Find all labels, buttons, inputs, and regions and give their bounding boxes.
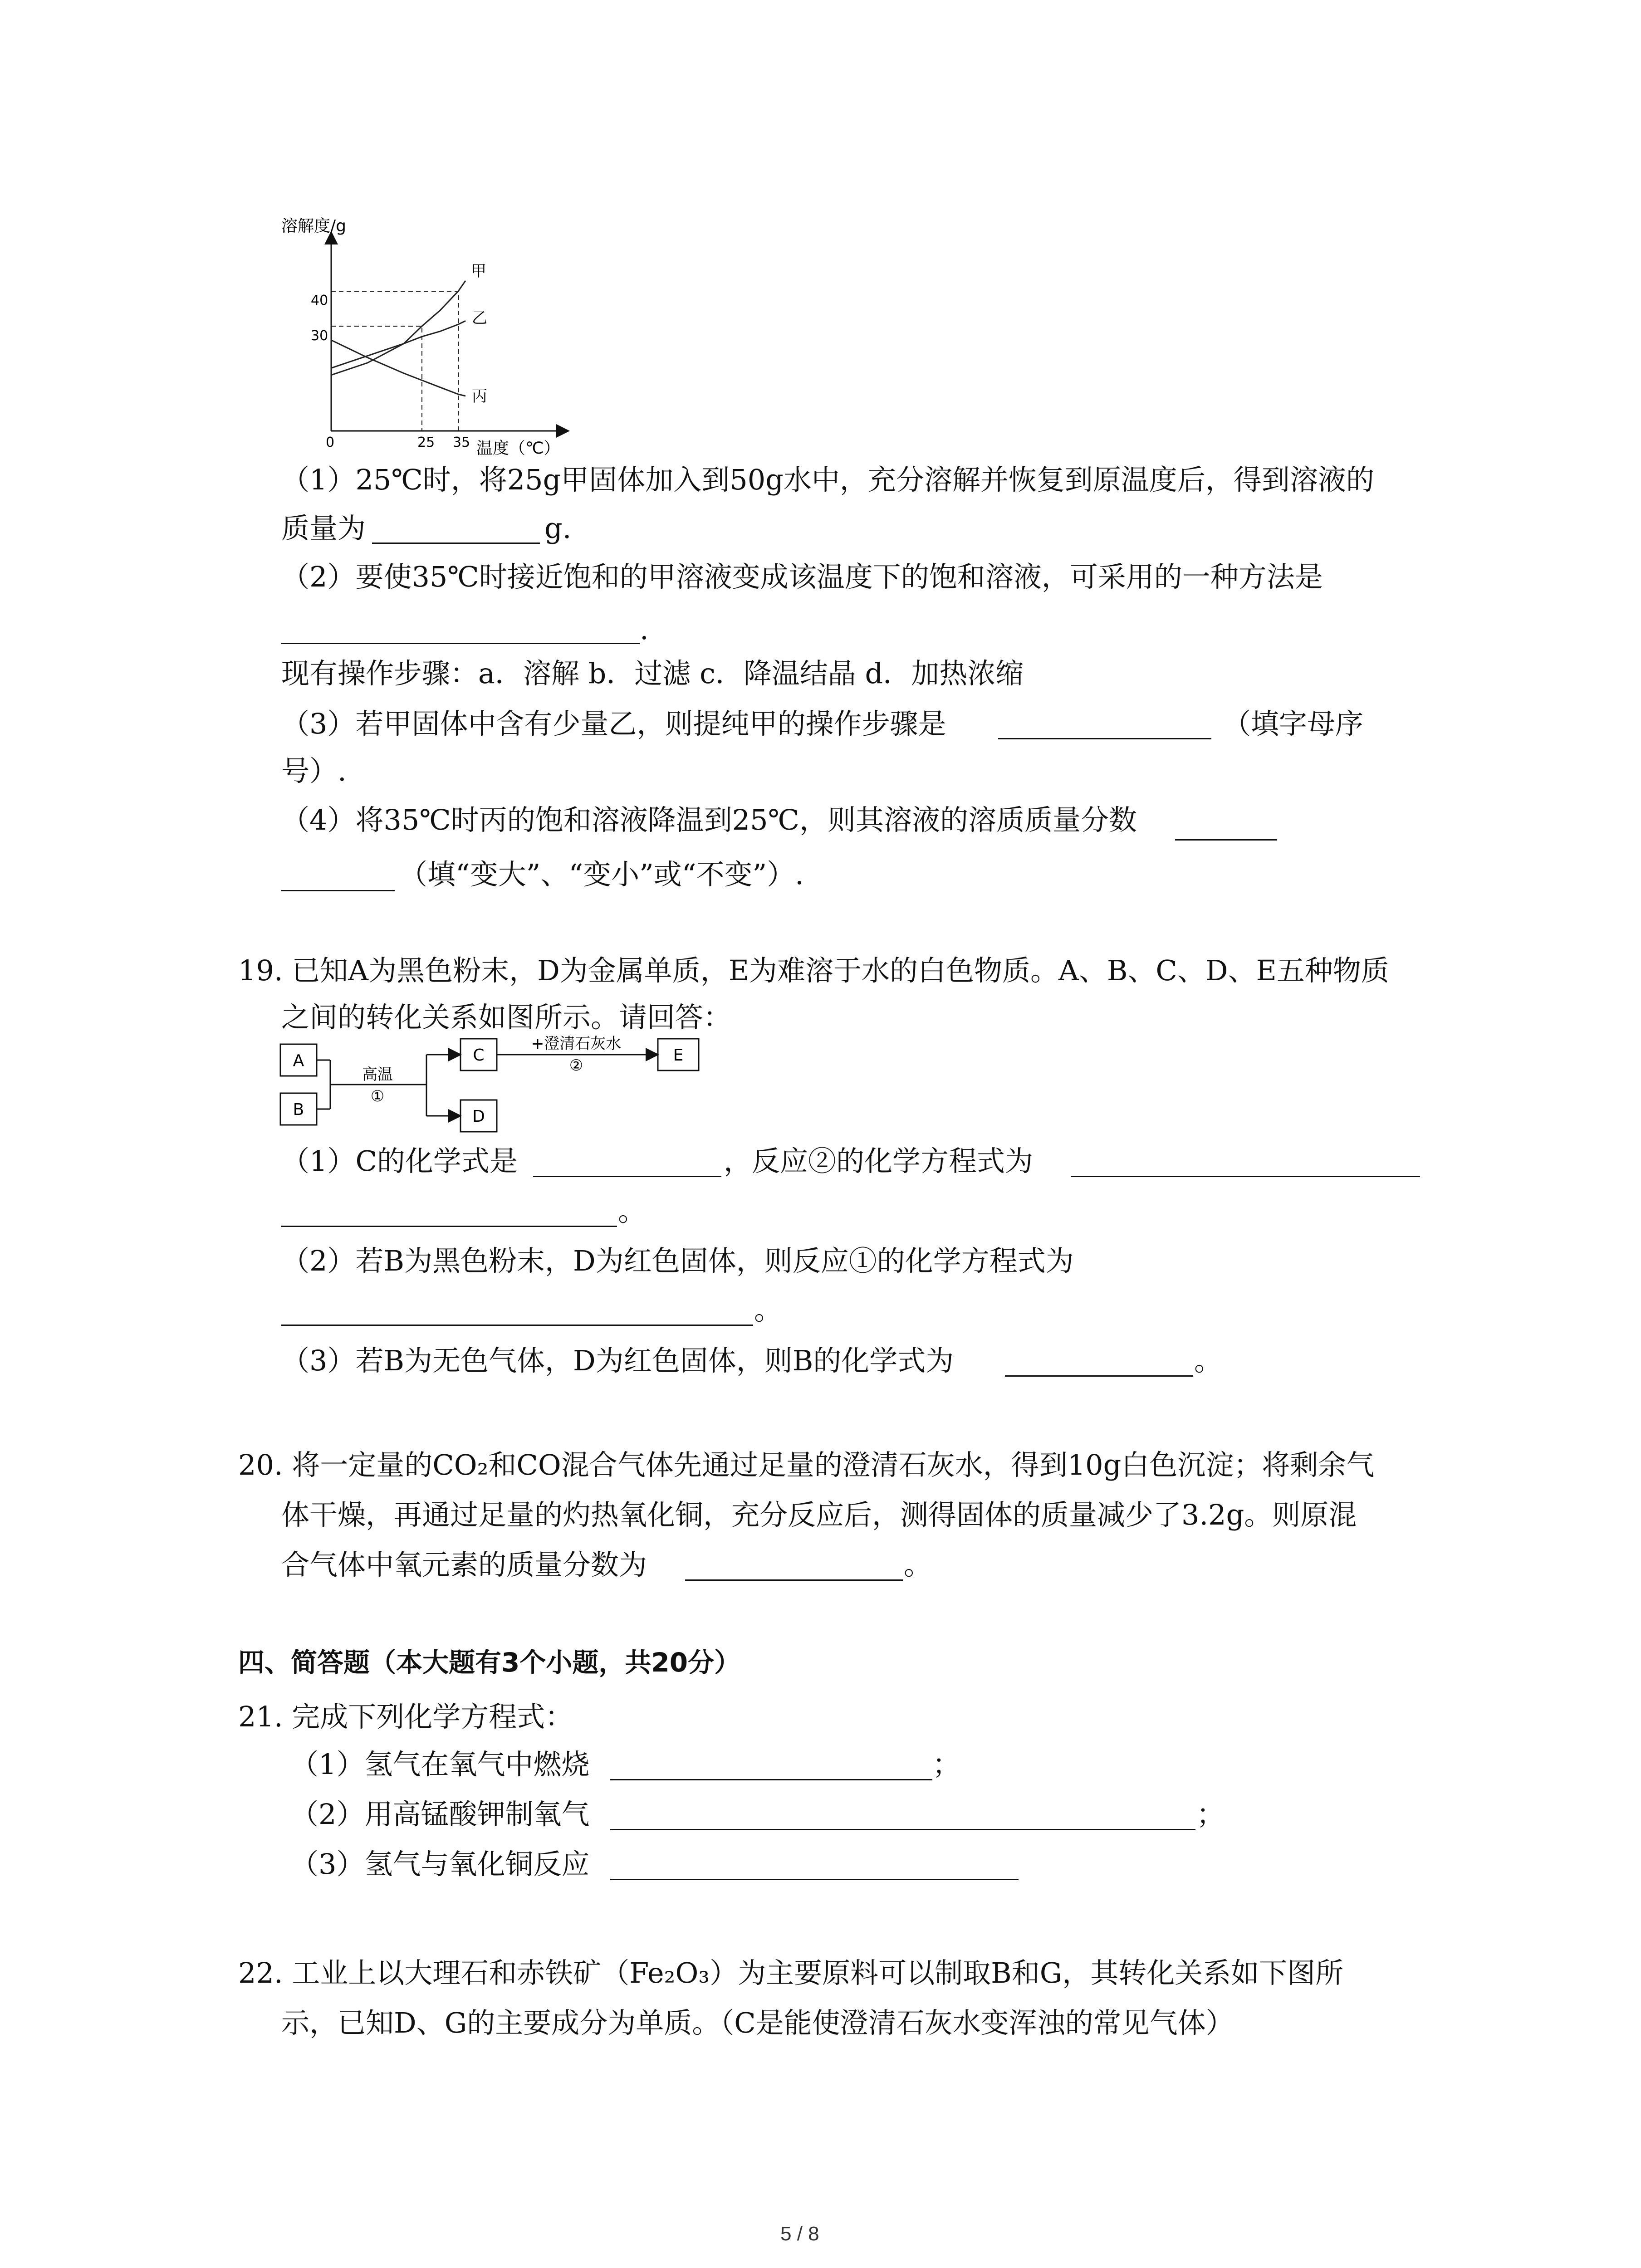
y-axis-label: 溶解度/g [281,217,346,235]
y-tick-40: 40 [311,293,328,308]
q19-part2-blank[interactable] [281,1325,753,1326]
q19-part1-start: （1）C的化学式是 [281,1144,518,1178]
q18-part4-answer-blank-1[interactable] [1175,839,1277,841]
q21-item1-blank[interactable] [610,1779,932,1780]
q18-part1-line2-end: g. [544,512,572,545]
box-e-label: E [673,1046,684,1065]
q18-part2-line2-end: . [640,613,649,646]
q18-part1-line1: （1）25℃时，将25g甲固体加入到50g水中，充分溶解并恢复到原温度后，得到溶液的 [281,463,1374,496]
q22-line1: 22. 工业上以大理石和赤铁矿（Fe₂O₃）为主要原料可以制取B和G，其转化关系如下图所 [238,1956,1344,1989]
q21-item3-blank[interactable] [610,1879,1019,1880]
series-label-丙: 丙 [472,387,487,406]
x-tick-35: 35 [453,435,470,450]
q19-part3-blank[interactable] [1005,1375,1193,1377]
q21-item1-end: ； [932,1748,961,1781]
x-tick-25: 25 [417,435,435,450]
q18-part4-line2: （填“变大”、“变小”或“不变”）. [399,858,804,891]
q18-part4-answer-blank-2[interactable] [281,890,395,891]
q20-line2: 体干燥，再通过足量的灼热氧化铜，充分反应后，测得固体的质量减少了3.2g。则原混 [281,1498,1357,1531]
q19-part2-end: 。 [754,1293,783,1326]
q18-part4-line1: （4）将35℃时丙的饱和溶液降温到25℃，则其溶液的溶质质量分数 [281,803,1137,836]
q18-part3-line1-end: （填字母序 [1223,707,1364,740]
q18-part2-line1: （2）要使35℃时接近饱和的甲溶液变成该温度下的饱和溶液，可采用的一种方法是 [281,560,1323,593]
q18-steps: 现有操作步骤：a．溶解 b．过滤 c．降温结晶 d．加热浓缩 [281,657,1024,690]
box-c-label: C [473,1046,485,1065]
q21-item2: （2）用高锰酸钾制氧气 [290,1798,590,1831]
section4-title: 四、简答题（本大题有3个小题，共20分） [238,1647,741,1678]
box-b-label: B [293,1100,304,1119]
q18-part3-line2: 号）. [281,754,347,787]
q19-part3-end: 。 [1194,1344,1223,1377]
reaction2-number: ② [569,1056,583,1075]
q18-part1-answer-blank[interactable] [372,543,540,544]
reaction1-number: ① [370,1087,385,1105]
q19-part1-blank-3[interactable] [281,1226,617,1227]
q21-line1: 21. 完成下列化学方程式： [238,1700,573,1733]
reaction2-condition: +澄清石灰水 [531,1035,622,1053]
q19-part1-end: 。 [618,1194,647,1227]
q20-line3-end: 。 [904,1548,932,1581]
q20-answer-blank[interactable] [685,1579,903,1581]
q19-part1-mid: ，反应②的化学方程式为 [724,1144,1034,1178]
q18-part2-answer-blank[interactable] [281,643,640,644]
series-line-乙 [331,321,465,368]
q18-part1-line2-start: 质量为 [281,512,366,545]
q19-flow-diagram [272,1034,726,1143]
reaction1-condition: 高温 [362,1066,393,1084]
q19-part1-blank-2[interactable] [1071,1176,1420,1177]
series-label-乙: 乙 [472,309,487,327]
q21-item2-blank[interactable] [610,1829,1195,1830]
y-tick-30: 30 [311,328,328,344]
page-number: 5 / 8 [780,2223,819,2245]
q18-part3-answer-blank[interactable] [998,738,1211,739]
q21-item2-end: ； [1196,1798,1225,1831]
q18-part3-line1-start: （3）若甲固体中含有少量乙，则提纯甲的操作步骤是 [281,707,946,740]
q20-line1: 20. 将一定量的CO₂和CO混合气体先通过足量的澄清石灰水，得到10g白色沉淀；将剩余气 [238,1448,1375,1481]
series-label-甲: 甲 [471,262,486,280]
box-a-label: A [293,1051,304,1070]
q19-part2-line1: （2）若B为黑色粉末，D为红色固体，则反应①的化学方程式为 [281,1244,1074,1277]
solubility-chart [254,204,608,467]
x-axis-label: 温度（℃） [476,439,560,458]
q20-line3: 合气体中氧元素的质量分数为 [281,1548,647,1581]
q21-item1: （1）氢气在氧气中燃烧 [290,1748,590,1781]
box-d-label: D [472,1107,485,1126]
q19-line2: 之间的转化关系如图所示。请回答： [281,1001,732,1034]
q22-line2: 示，已知D、G的主要成分为单质。（C是能使澄清石灰水变浑浊的常见气体） [281,2006,1234,2039]
x-tick-0: 0 [326,435,335,450]
q19-part1-blank-1[interactable] [533,1176,721,1177]
q19-part3-start: （3）若B为无色气体，D为红色固体，则B的化学式为 [281,1344,954,1377]
q19-line1: 19. 已知A为黑色粉末，D为金属单质，E为难溶于水的白色物质。A、B、C、D、E五种物质 [238,954,1389,987]
q21-item3: （3）氢气与氧化铜反应 [290,1848,590,1881]
